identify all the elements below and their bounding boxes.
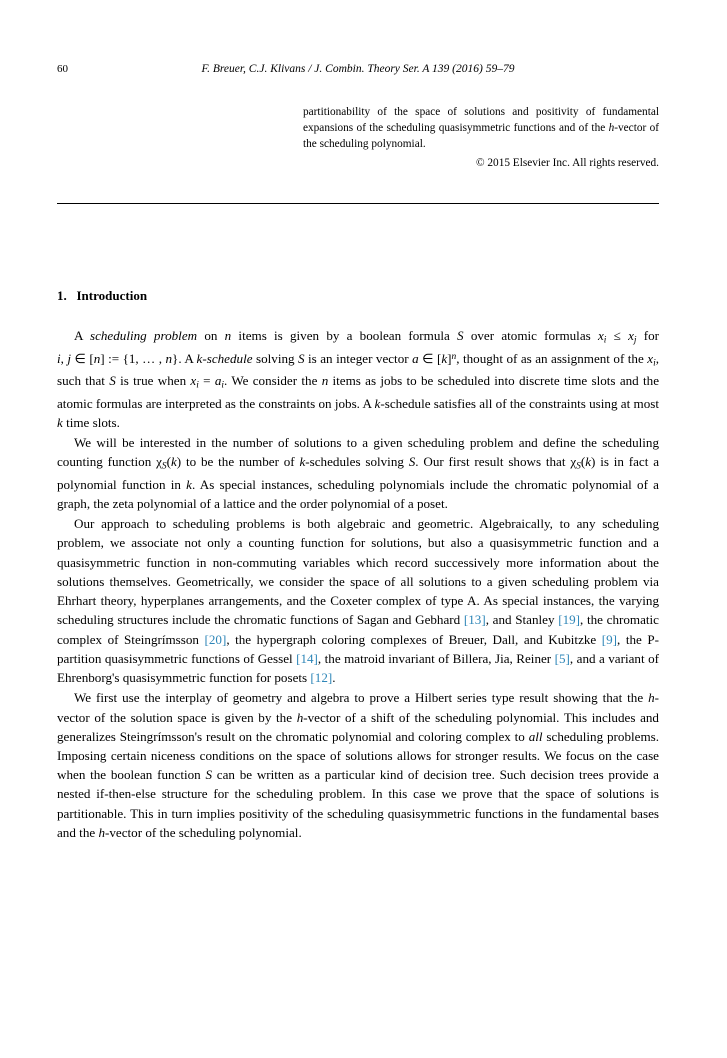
paragraph-4: We first use the interplay of geometry and algebra to prove a Hilbert series type result showing that the h-vector of the solution space is given by the h-vector of a shift of the scheduling polynomial. This includes and generalizes Steingrímsson's result on the chromatic polynomial and coloring complex to all scheduling problems. Imposing certain niceness conditions on the space of solutions allows for stronger results. We focus on the case when the boolean function S can be written as a particular kind of decision tree. Such decision trees provide a nested if-then-else structure for the scheduling problem. In this case we prove that the space of solutions is partitionable. This in turn implies positivity of the scheduling quasisymmetric functions in the fundamental bases and the h-vector of the scheduling polynomial. — [57, 690, 659, 840]
horizontal-rule — [57, 203, 659, 204]
section-heading — [57, 288, 147, 304]
citation-link[interactable]: [12] — [310, 670, 333, 686]
paragraph-2: We will be interested in the number of solutions to a given scheduling problem and define the scheduling counting function $\chi_S(k)$ to be the number of k-schedules solving S. Our first result shows that $\chi_S(k)$ is in fact a polynomial function in k. As special instances, scheduling polynomials include the chromatic polynomial of a graph, the zeta polynomial of a lattice and the order polynomial of a poset. — [57, 434, 660, 511]
citation-link[interactable]: [13] — [463, 612, 486, 628]
running-head: F. Breuer, C.J. Klivans / J. Combin. Theory Ser. A 139 (2016) 59–79 — [201, 63, 515, 75]
citation-link[interactable]: [20] — [204, 631, 227, 647]
citation-link[interactable]: [19] — [558, 612, 581, 628]
citation-link[interactable]: [5] — [554, 650, 570, 666]
page-header — [57, 63, 659, 75]
citation-link[interactable]: [14] — [296, 650, 318, 666]
section-title-text: Introduction — [76, 288, 148, 303]
abstract-continuation — [303, 104, 659, 171]
paragraph-3: Our approach to scheduling problems is both algebraic and geometric. Algebraically, to any scheduling problem, we associate not only a counting function for solutions, but also a quasisymmetric function and a quasisymmetric function in non-commuting variables which record successively more information about the solutions themselves. Geometrically, we consider the space of all solutions to a given scheduling problem via Ehrhart theory, hyperplanes arrangements, and the Coxeter complex of type A. As special instances, the varying scheduling structures include the chromatic functions of Sagan and Gebhard [13], and Stanley [19], the chromatic complex of Steingrímsson [20], the hypergraph coloring complexes of Breuer, Dall, and Kubitzke [9], the P-partition quasisymmetric functions of Gessel [14], the matroid invariant of Billera, Jia, Reiner [5], and a variant of Ehrenborg's quasisymmetric function for posets [12]. — [57, 516, 659, 686]
abstract-text: partitionability of the space of solutions and positivity of fundamental expansions of the scheduling quasisymmetric functions and of the h-vector of the scheduling polynomial. — [303, 106, 659, 151]
copyright-line: © 2015 Elsevier Inc. All rights reserved. — [475, 157, 659, 170]
body-text — [57, 326, 659, 842]
page-number: 60 — [57, 63, 68, 75]
citation-link[interactable]: [9] — [601, 631, 618, 647]
section-number: 1. — [57, 288, 67, 303]
paragraph-1: A scheduling problem on n items is given by a boolean formula S over atomic formulas $x_i \le x_j$ for i, j ∈ [n] := {1, … , n}. A k-schedule solving S is an integer vector a ∈ $[k]^n$, thought of as an assignment of the $x_i$, such that S is true when $x_i = a_i$. We consider the n items as jobs to be scheduled into discrete time slots and the atomic formulas are interpreted as the constraints on jobs. A k-schedule satisfies all of the constraints using at most k time slots. — [57, 328, 660, 430]
